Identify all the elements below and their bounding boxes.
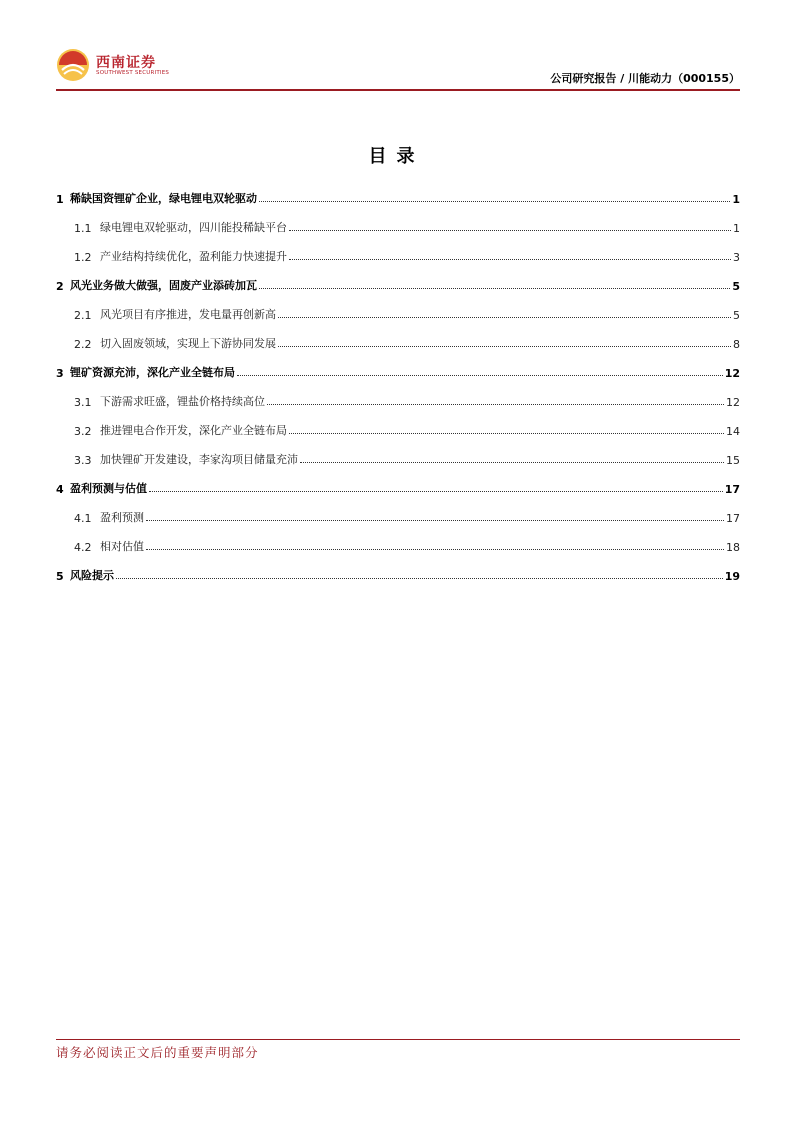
dot-leader <box>116 577 723 579</box>
dot-leader <box>278 316 731 318</box>
dot-leader <box>267 403 724 405</box>
toc-title: 盈利预测 <box>100 511 144 524</box>
toc-entry-3-3[interactable] <box>56 445 740 467</box>
toc-entry-2-2[interactable] <box>56 329 740 351</box>
toc-number: 4.2 <box>74 541 92 554</box>
toc-page: 14 <box>726 425 740 438</box>
toc-number: 2 <box>56 280 64 293</box>
toc-entry-4-1[interactable] <box>56 503 740 525</box>
toc-page: 3 <box>733 251 740 264</box>
toc-number: 3.1 <box>74 396 92 409</box>
toc-entry-5[interactable] <box>56 561 740 583</box>
toc-entry-1[interactable] <box>56 184 740 206</box>
toc-title: 加快锂矿开发建设，李家沟项目储量充沛 <box>100 453 298 466</box>
dot-leader <box>289 229 731 231</box>
dot-leader <box>259 287 730 289</box>
toc-number: 3.3 <box>74 454 92 467</box>
toc-page: 17 <box>724 483 740 496</box>
toc-title: 风光业务做大做强，固废产业添砖加瓦 <box>70 279 257 292</box>
toc-page: 18 <box>726 541 740 554</box>
toc-title: 稀缺国资锂矿企业，绿电锂电双轮驱动 <box>70 192 257 205</box>
toc-page: 5 <box>733 309 740 322</box>
toc-page: 19 <box>724 570 740 583</box>
dot-leader <box>237 374 723 376</box>
toc-title: 切入固废领域，实现上下游协同发展 <box>100 337 276 350</box>
toc-page: 12 <box>726 396 740 409</box>
toc-page: 15 <box>726 454 740 467</box>
page-title: 目录 <box>368 146 425 167</box>
toc-title: 下游需求旺盛，锂盐价格持续高位 <box>100 395 265 408</box>
toc-entry-4[interactable] <box>56 474 740 496</box>
toc-entry-3[interactable] <box>56 358 740 380</box>
toc-page: 1 <box>732 193 740 206</box>
toc-number: 1 <box>56 193 64 206</box>
dot-leader <box>259 200 730 202</box>
toc-entry-1-2[interactable] <box>56 242 740 264</box>
toc-page: 1 <box>733 222 740 235</box>
toc-page: 5 <box>732 280 740 293</box>
toc-title: 盈利预测与估值 <box>70 482 147 495</box>
dot-leader <box>289 258 731 260</box>
toc-title: 产业结构持续优化，盈利能力快速提升 <box>100 250 287 263</box>
toc-entry-4-2[interactable] <box>56 532 740 554</box>
toc-page: 12 <box>724 367 740 380</box>
toc-number: 2.1 <box>74 309 92 322</box>
toc-number: 1.2 <box>74 251 92 264</box>
toc-entry-3-1[interactable] <box>56 387 740 409</box>
page-header <box>56 48 740 90</box>
dot-leader <box>278 345 731 347</box>
toc-number: 4.1 <box>74 512 92 525</box>
toc-entry-3-2[interactable] <box>56 416 740 438</box>
dot-leader <box>289 432 724 434</box>
toc-title: 风光项目有序推进，发电量再创新高 <box>100 308 276 321</box>
footer-divider <box>56 1039 740 1040</box>
dot-leader <box>146 519 724 521</box>
disclaimer-notice: 请务必阅读正文后的重要声明部分 <box>56 1045 259 1060</box>
toc-title: 绿电锂电双轮驱动，四川能投稀缺平台 <box>100 221 287 234</box>
logo-chinese-name: 西南证券 <box>96 55 156 71</box>
toc-number: 1.1 <box>74 222 92 235</box>
logo-english-name: SOUTHWEST SECURITIES <box>96 70 170 76</box>
toc-entry-1-1[interactable] <box>56 213 740 235</box>
toc-entry-2-1[interactable] <box>56 300 740 322</box>
toc-entry-2[interactable] <box>56 271 740 293</box>
toc-number: 3 <box>56 367 64 380</box>
toc-number: 5 <box>56 570 64 583</box>
toc-title: 风险提示 <box>70 569 114 582</box>
report-info: 公司研究报告 / 川能动力（000155） <box>550 72 740 85</box>
toc-title: 锂矿资源充沛，深化产业全链布局 <box>70 366 235 379</box>
dot-leader <box>300 461 724 463</box>
toc-number: 2.2 <box>74 338 92 351</box>
toc-title: 推进锂电合作开发，深化产业全链布局 <box>100 424 287 437</box>
company-logo <box>56 48 176 84</box>
toc-number: 3.2 <box>74 425 92 438</box>
dot-leader <box>149 490 723 492</box>
toc-page: 17 <box>726 512 740 525</box>
toc-number: 4 <box>56 483 64 496</box>
toc-title: 相对估值 <box>100 540 144 553</box>
southwest-securities-emblem-icon <box>56 48 90 82</box>
toc-page: 8 <box>733 338 740 351</box>
dot-leader <box>146 548 724 550</box>
header-divider <box>56 89 740 91</box>
